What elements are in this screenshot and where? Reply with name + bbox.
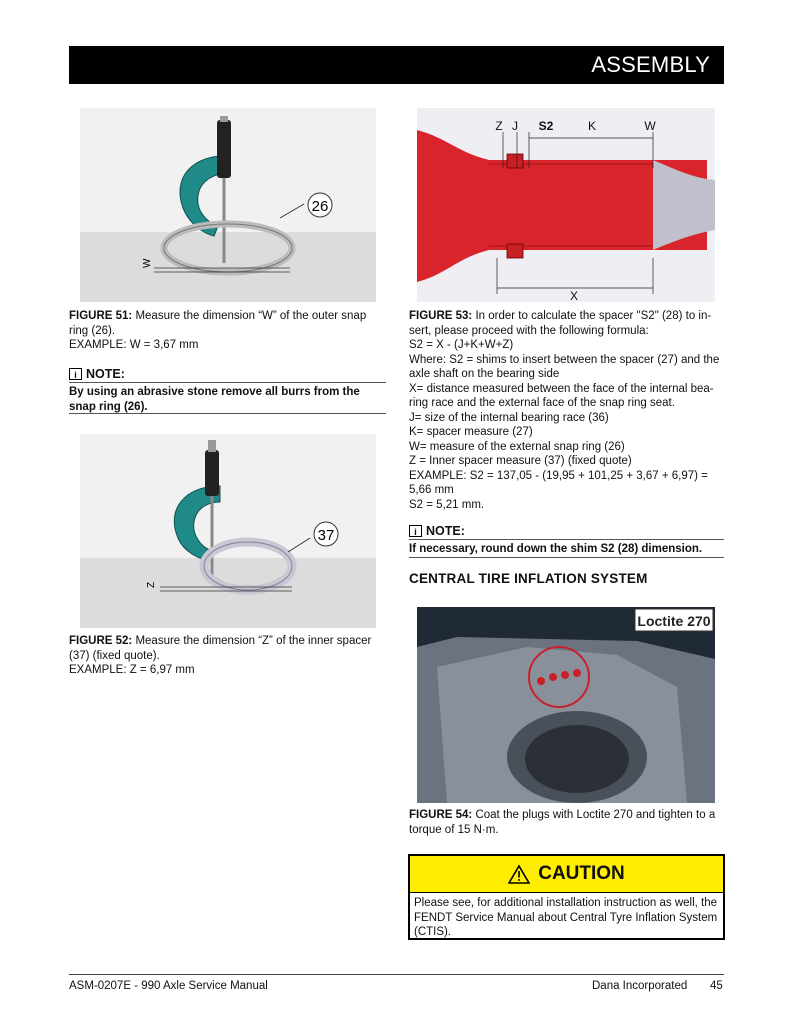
dimension-z-label: Z	[146, 581, 157, 588]
figure-51-image	[80, 108, 376, 302]
note-2-top-rule	[409, 539, 724, 540]
dim-label-w: W	[644, 119, 656, 133]
figure-54-caption	[409, 808, 725, 837]
micrometer-snap-ring-illustration	[80, 108, 376, 302]
callout-26: 26	[311, 198, 329, 215]
ctis-housing-illustration	[417, 607, 715, 803]
page-title: ASSEMBLY	[591, 52, 710, 77]
formula-line: Where: S2 = shims to insert between the spacer (27) and the axle shaft on the bearing side	[409, 353, 720, 380]
dim-label-j: J	[512, 119, 518, 133]
formula-line: S2 = 5,21 mm.	[409, 498, 485, 511]
note-1-heading	[69, 367, 125, 381]
formula-line: K= spacer measure (27)	[409, 426, 533, 438]
figure-54-label: FIGURE 54:	[409, 809, 473, 821]
dim-label-s2: S2	[538, 119, 554, 133]
note-2-title: NOTE:	[426, 524, 465, 538]
caution-title: CAUTION	[538, 863, 625, 884]
dim-label-z: Z	[495, 119, 503, 133]
dim-label-x: X	[569, 289, 579, 302]
note-1-title: NOTE:	[86, 367, 125, 381]
footer-rule	[69, 974, 724, 975]
note-2-text: If necessary, round down the shim S2 (28) dimension.	[409, 543, 703, 555]
dim-label-k: K	[587, 119, 597, 133]
page-header	[69, 46, 724, 84]
formula-line: EXAMPLE: S2 = 137,05 - (19,95 + 101,25 + 3,67 + 6,97) = 5,66 mm	[409, 469, 708, 496]
info-icon: i	[409, 525, 422, 537]
warning-triangle-icon	[508, 864, 530, 884]
figure-54-image	[417, 607, 715, 803]
caution-header	[410, 856, 723, 893]
figure-52-text: Measure the dimension “Z” of the inner spacer (37) (fixed quote).	[69, 635, 372, 662]
dimension-w-label: W	[142, 258, 153, 268]
figure-52-example: EXAMPLE: Z = 6,97 mm	[69, 664, 195, 676]
caution-box	[408, 854, 725, 940]
figure-53-image	[417, 108, 715, 302]
callout-37: 37	[317, 527, 335, 544]
figure-51-example: EXAMPLE: W = 3,67 mm	[69, 339, 199, 351]
footer-page-number: 45	[710, 980, 723, 992]
section-title: CENTRAL TIRE INFLATION SYSTEM	[409, 571, 648, 586]
figure-52-caption	[69, 634, 387, 678]
axle-shaft-section-illustration	[417, 108, 715, 302]
formula-line: X= distance measured between the face of the internal bea-ring race and the external face of the snap ring seat.	[409, 382, 714, 409]
figure-54-text: Coat the plugs with Loctite 270 and tighten to a torque of 15 N·m.	[409, 809, 716, 836]
note-1-top-rule	[69, 382, 386, 383]
figure-53-caption	[409, 309, 725, 512]
formula-line: S2 = X - (J+K+W+Z)	[409, 339, 514, 351]
loctite-label: Loctite 270	[637, 613, 711, 629]
note-2-bottom-rule	[409, 557, 724, 558]
footer-company: Dana Incorporated	[592, 980, 688, 992]
formula-line: J= size of the internal bearing race (36)	[409, 411, 609, 424]
note-2-heading	[409, 524, 465, 538]
figure-53-text: In order to calculate the spacer "S2" (28) to in-sert, please proceed with the following formula:	[409, 310, 712, 337]
figure-52-image	[80, 434, 376, 628]
figure-53-label: FIGURE 53:	[409, 310, 473, 322]
caution-text: Please see, for additional installation instruction as well, the FENDT Service Manual about Central Tyre Inflation System (CTIS).	[414, 897, 718, 938]
formula-line: Z = Inner spacer measure (37) (fixed quote)	[409, 455, 632, 467]
micrometer-spacer-illustration	[80, 434, 376, 628]
note-1-text: By using an abrasive stone remove all burrs from the snap ring (26).	[69, 386, 360, 413]
footer-manual-title: ASM-0207E - 990 Axle Service Manual	[69, 980, 268, 992]
figure-52-label: FIGURE 52:	[69, 635, 133, 647]
figure-51-text: Measure the dimension “W” of the outer snap ring (26).	[69, 310, 367, 337]
figure-51-label: FIGURE 51:	[69, 310, 133, 322]
formula-line: W= measure of the external snap ring (26)	[409, 440, 625, 453]
note-1-bottom-rule	[69, 413, 386, 414]
figure-51-caption	[69, 309, 384, 353]
info-icon: i	[69, 368, 82, 380]
